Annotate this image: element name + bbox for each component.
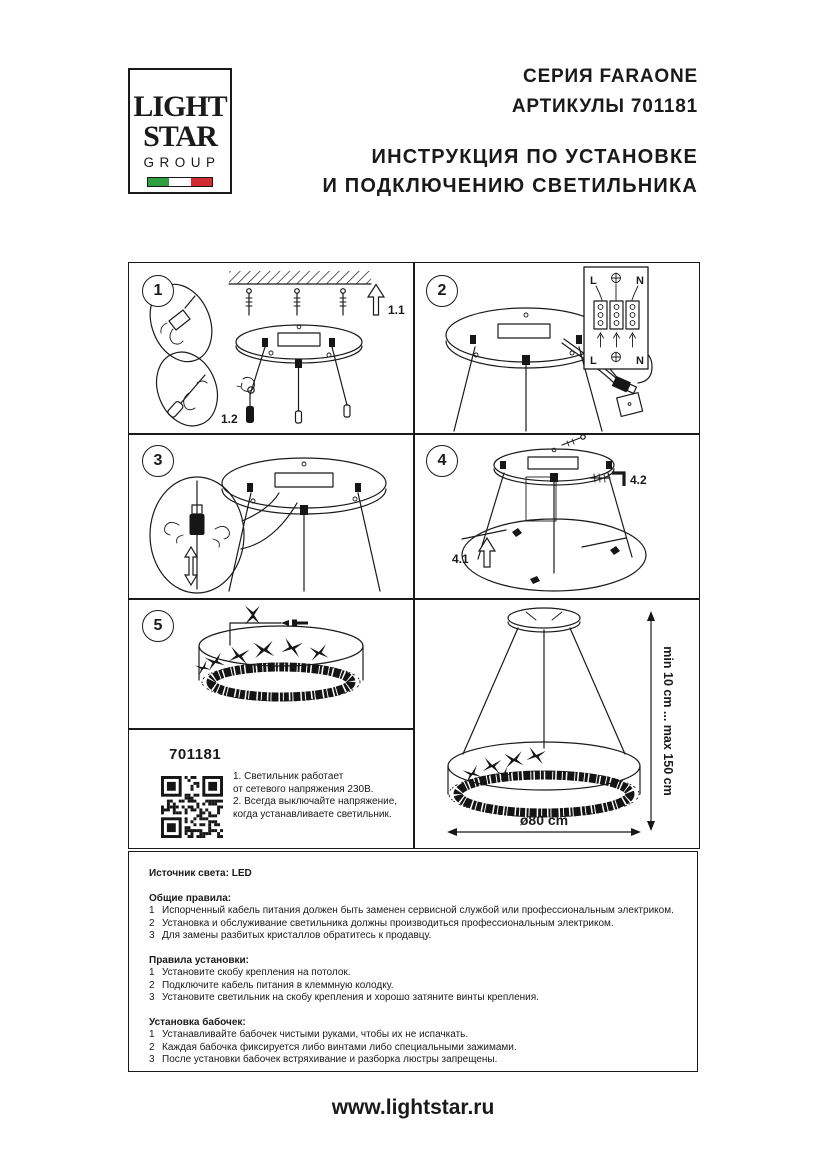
term-top-n: N [636,275,644,287]
section-butterfly-install [149,1017,679,1067]
term-bot-l: L [590,355,597,367]
step-1-badge: 1 [142,275,174,307]
articles-line: АРТИКУЛЫ 701181 [511,96,698,117]
hanging-box [617,393,643,417]
italian-flag-icon [147,177,213,187]
height-dimension [647,611,675,831]
safety-notes: 1. Светильник работает от сетевого напряжения 230В. 2. Всегда выключайте напряжение, когда устанавливаете светильник. [233,771,398,820]
logo-text-light: LIGHT [133,90,227,123]
height-range-label: min 10 cm ... max 150 cm [661,646,675,796]
diameter-label: ø80 cm [519,812,569,828]
term-top-l: L [590,275,597,287]
list-item: 1 Испорченный кабель питания должен быть заменен сервисной службой или профессиональным электриком. [149,905,674,916]
qr-code [161,776,223,838]
step-3-badge: 3 [142,445,174,477]
series-line: СЕРИЯ FARAONE [523,66,698,87]
logo-text-group: GROUP [143,155,221,170]
step-2-badge: 2 [426,275,458,307]
section-heading: Правила установки: [149,954,249,966]
wiring-diagram-inset [584,267,648,369]
grid-divider-row3-left [129,728,413,730]
terminal-connector [612,376,637,395]
list-item: 2 Установка и обслуживание светильника должны производиться профессиональным электриком. [149,917,614,929]
screwdriver-hand-inset [146,343,228,433]
section-heading: Общие правила: [149,892,232,904]
ceiling-hatch [229,271,371,284]
butterfly-fastening-detail [230,606,308,645]
label-1-1: 1.1 [388,303,405,317]
lightstar-logo [128,68,232,194]
label-1-2: 1.2 [221,412,238,426]
screwdriver-icon [246,406,254,423]
step-4-badge: 4 [426,445,458,477]
list-item: 1 Установите скобу крепления на потолок. [149,967,351,978]
page-title: ИНСТРУКЦИЯ ПО УСТАНОВКЕ И ПОДКЛЮЧЕНИЮ СВЕТИЛЬНИКА [322,146,698,197]
diameter-dimension [447,812,641,836]
list-item: 2 Подключите кабель питания в клеммную колодку. [149,979,394,991]
diagram-grid [128,262,700,849]
list-item: 3 После установки бабочек встряхивание и разборка люстры запрещены. [149,1054,498,1065]
term-bot-n: N [636,355,644,367]
section-heading: Установка бабочек: [149,1016,246,1028]
article-number: 701181 [169,746,222,763]
arrow-up-4-1 [479,538,495,567]
gripper-inset [150,477,244,593]
list-item: 3 Для замены разбитых кристаллов обратитесь к продавцу. [149,930,432,941]
up-down-arrow [185,547,197,585]
series-title [322,62,698,122]
label-4-1: 4.1 [452,552,469,566]
step-5-badge: 5 [142,610,174,642]
logo-text-star: STAR [143,120,217,153]
light-source-line: Источник света: LED [149,868,252,879]
list-item: 3 Установите светильник на скобу крепления и хорошо затяните винты крепления. [149,992,539,1003]
list-item: 1 Устанавливайте бабочек чистыми руками, чтобы их не испачкать. [149,1029,469,1040]
header [322,62,698,201]
section-installation-rules [149,955,679,1005]
chandelier-dimensions-drawing [414,598,699,848]
instructions-block [128,851,698,1072]
label-4-2: 4.2 [630,473,647,487]
list-item: 2 Каждая бабочка фиксируется либо винтами либо специальными зажимами. [149,1041,517,1053]
section-general-rules [149,893,679,943]
arrow-up-1-1 [368,285,384,316]
website-url: www.lightstar.ru [331,1096,495,1119]
